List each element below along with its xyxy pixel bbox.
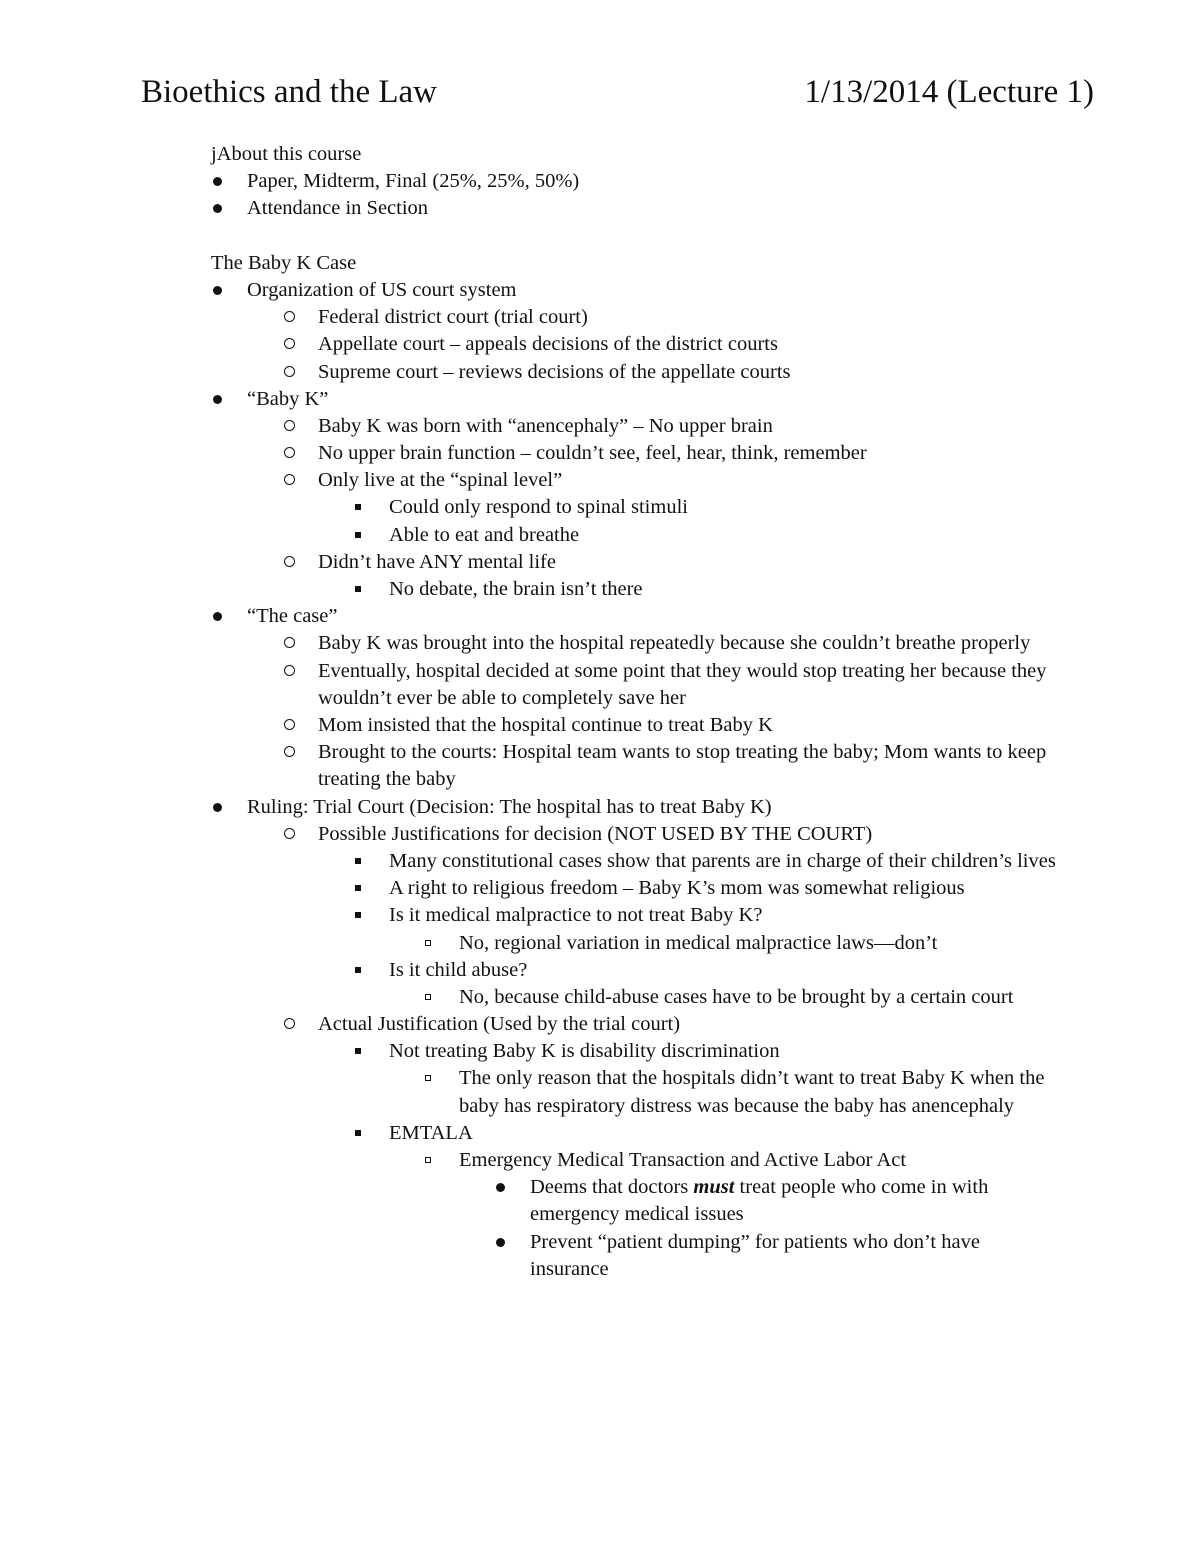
- circle-bullet-icon: [284, 338, 295, 349]
- square-bullet-icon: [355, 532, 361, 538]
- list-item: Supreme court – reviews decisions of the appellate courts: [0, 359, 1200, 386]
- circle-bullet-icon: [284, 719, 295, 730]
- list-item: No debate, the brain isn’t there: [0, 576, 1200, 603]
- circle-bullet-icon: [284, 420, 295, 431]
- square-bullet-icon: [355, 912, 361, 918]
- list-item: Organization of US court system: [0, 277, 1200, 304]
- emphasis-text: must: [693, 1176, 735, 1199]
- bullet-icon: [213, 612, 222, 621]
- list-item: Is it child abuse?: [0, 957, 1200, 984]
- list-item: The only reason that the hospitals didn’t want to treat Baby K when the baby has respiratory distress was because the baby has anencephaly: [0, 1065, 1200, 1119]
- list-item: Baby K was born with “anencephaly” – No upper brain: [0, 413, 1200, 440]
- square-bullet-icon: [355, 504, 361, 510]
- hollow-square-bullet-icon: [425, 1075, 431, 1081]
- list-item: Actual Justification (Used by the trial court): [0, 1011, 1200, 1038]
- list-item: Appellate court – appeals decisions of the district courts: [0, 331, 1200, 358]
- square-bullet-icon: [355, 586, 361, 592]
- case-heading: The Baby K Case: [211, 251, 357, 274]
- list-item: Deems that doctors must treat people who come in with emergency medical issues: [0, 1174, 1200, 1228]
- list-item: Mom insisted that the hospital continue to treat Baby K: [0, 712, 1200, 739]
- list-item: Possible Justifications for decision (NOT USED BY THE COURT): [0, 821, 1200, 848]
- square-bullet-icon: [355, 858, 361, 864]
- bullet-icon: [496, 1183, 505, 1192]
- list-item: No, because child-abuse cases have to be brought by a certain court: [0, 984, 1200, 1011]
- document-title: Bioethics and the Law: [141, 74, 438, 110]
- list-item: Emergency Medical Transaction and Active Labor Act: [0, 1147, 1200, 1174]
- list-item: A right to religious freedom – Baby K’s mom was somewhat religious: [0, 875, 1200, 902]
- bullet-icon: [213, 204, 222, 213]
- square-bullet-icon: [355, 885, 361, 891]
- circle-bullet-icon: [284, 447, 295, 458]
- list-item: Brought to the courts: Hospital team wants to stop treating the baby; Mom wants to keep treating the baby: [0, 739, 1200, 793]
- list-item: Not treating Baby K is disability discrimination: [0, 1038, 1200, 1065]
- spacer: [0, 223, 1200, 250]
- list-item: No upper brain function – couldn’t see, feel, hear, think, remember: [0, 440, 1200, 467]
- list-item: Could only respond to spinal stimuli: [0, 494, 1200, 521]
- bullet-icon: [213, 286, 222, 295]
- list-item: Is it medical malpractice to not treat Baby K?: [0, 902, 1200, 929]
- list-item: EMTALA: [0, 1120, 1200, 1147]
- document-header: [141, 72, 1094, 112]
- square-bullet-icon: [355, 1130, 361, 1136]
- circle-bullet-icon: [284, 474, 295, 485]
- notes-body: [0, 141, 1200, 1283]
- list-item: Paper, Midterm, Final (25%, 25%, 50%): [0, 168, 1200, 195]
- bullet-icon: [496, 1238, 505, 1247]
- circle-bullet-icon: [284, 637, 295, 648]
- about-heading: jAbout this course: [211, 143, 362, 165]
- square-bullet-icon: [355, 967, 361, 973]
- circle-bullet-icon: [284, 828, 295, 839]
- list-item: Ruling: Trial Court (Decision: The hospital has to treat Baby K): [0, 794, 1200, 821]
- circle-bullet-icon: [284, 366, 295, 377]
- bullet-icon: [213, 395, 222, 404]
- lecture-date: 1/13/2014 (Lecture 1): [804, 74, 1094, 110]
- circle-bullet-icon: [284, 556, 295, 567]
- circle-bullet-icon: [284, 311, 295, 322]
- list-item: Many constitutional cases show that parents are in charge of their children’s lives: [0, 848, 1200, 875]
- list-item: Only live at the “spinal level”: [0, 467, 1200, 494]
- list-item: “The case”: [0, 603, 1200, 630]
- circle-bullet-icon: [284, 665, 295, 676]
- hollow-square-bullet-icon: [425, 940, 431, 946]
- list-item: No, regional variation in medical malpractice laws—don’t: [0, 930, 1200, 957]
- circle-bullet-icon: [284, 1018, 295, 1029]
- list-item: Didn’t have ANY mental life: [0, 549, 1200, 576]
- list-item: Eventually, hospital decided at some point that they would stop treating her because they wouldn’t ever be able to completely save her: [0, 658, 1200, 712]
- list-item: Able to eat and breathe: [0, 522, 1200, 549]
- hollow-square-bullet-icon: [425, 1157, 431, 1163]
- bullet-icon: [213, 177, 222, 186]
- list-item: “Baby K”: [0, 386, 1200, 413]
- hollow-square-bullet-icon: [425, 994, 431, 1000]
- list-item: Prevent “patient dumping” for patients who don’t have insurance: [0, 1229, 1200, 1283]
- circle-bullet-icon: [284, 746, 295, 757]
- list-item: Federal district court (trial court): [0, 304, 1200, 331]
- bullet-icon: [213, 803, 222, 812]
- square-bullet-icon: [355, 1048, 361, 1054]
- list-item: Attendance in Section: [0, 195, 1200, 222]
- list-item: Baby K was brought into the hospital repeatedly because she couldn’t breathe properly: [0, 630, 1200, 657]
